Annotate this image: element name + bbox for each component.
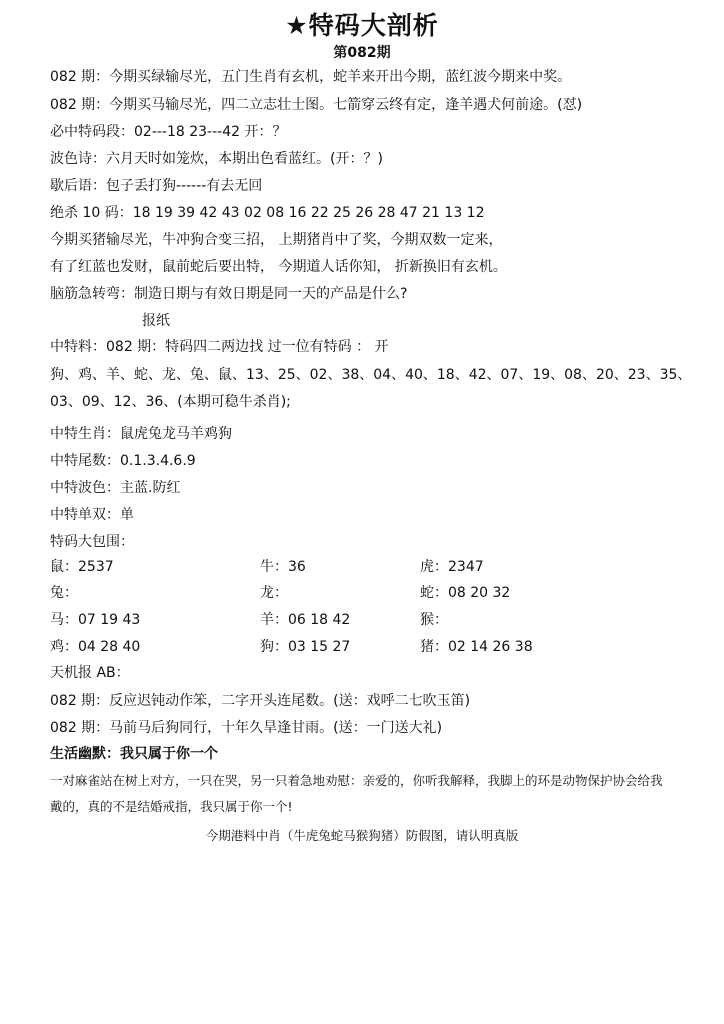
text-line-4: 波色诗：六月天时如笼炊，本期出色看蓝红。(开：？) [50,151,383,167]
text-line-b4: 生活幽默：我只属于你一个 [50,746,218,762]
text-line-3: 必中特码段：02---18 23---42 开：？ [50,124,287,140]
text-line-b2: 082 期：反应迟钝动作笨，二字开头连尾数。(送：戏呼二七吹玉笛) [50,693,471,709]
text-line-1: 082 期：今期买绿输尽光，五门生肖有玄机，蛇羊来开出今期，蓝红波今期来中奖。 [50,69,572,85]
text-line-11: 中特料：082 期：特码四二两边找 过一位有特码 ： 开 [50,339,389,355]
zodiac-cell: 羊：06 18 42 [260,612,351,628]
text-line-17: 中特单双：单 [50,507,134,523]
text-line-6: 绝杀 10 码：18 19 39 42 43 02 08 16 22 25 26 28 47 21 13 12 [50,205,485,221]
page-title: ★特码大剖析 [285,11,439,40]
text-line-9: 脑筋急转弯：制造日期与有效日期是同一天的产品是什么? [50,286,408,302]
text-line-16: 中特波色：主蓝.防红 [50,480,181,496]
issue-number: 第082期 [333,45,391,61]
text-line-14: 中特生肖：鼠虎兔龙马羊鸡狗 [50,426,232,442]
zodiac-cell: 鼠：2537 [50,559,114,575]
text-line-5: 歇后语：包子丢打狗------有去无回 [50,178,263,194]
zodiac-cell: 牛：36 [260,559,306,575]
text-line-b6: 戴的，真的不是结婚戒指，我只属于你一个! [50,799,293,814]
text-line-2: 082 期：今期买马输尽光，四二立志壮士图。七箭穿云终有定，逢羊遇犬何前途。(怼) [50,97,583,113]
text-line-18: 特码大包围： [50,534,134,550]
zodiac-cell: 蛇：08 20 32 [420,585,511,601]
text-line-b1: 天机报 AB： [50,665,130,681]
zodiac-cell: 虎：2347 [420,559,484,575]
footer-note: 今期港料中肖（牛虎兔蛇马猴狗猪）防假图，请认明真版 [205,828,519,843]
text-line-13: 03、09、12、36、(本期可稳牛杀肖); [50,394,291,410]
zodiac-cell: 兔： [50,585,78,601]
text-line-12: 狗、鸡、羊、蛇、龙、兔、鼠、13、25、02、38、04、40、18、42、07、19、08、20、23、35、 [50,367,692,383]
text-line-b5: 一对麻雀站在树上对方，一只在哭，另一只着急地劝慰：亲爱的，你听我解释，我脚上的环是动物保护协会给我 [50,773,663,788]
zodiac-cell: 猪：02 14 26 38 [420,639,533,655]
text-line-10: 报纸 [142,313,170,329]
text-line-7: 今期买猪输尽光，牛冲狗合变三招， 上期猪肖中了奖，今期双数一定来， [50,232,503,248]
zodiac-cell: 龙： [260,585,288,601]
zodiac-cell: 猴： [420,612,448,628]
text-line-15: 中特尾数：0.1.3.4.6.9 [50,453,196,469]
zodiac-cell: 狗：03 15 27 [260,639,351,655]
text-line-b3: 082 期：马前马后狗同行，十年久旱逢甘雨。(送：一门送大礼) [50,720,443,736]
zodiac-cell: 马：07 19 43 [50,612,141,628]
text-line-8: 有了红蓝也发财，鼠前蛇后要出特， 今期道人话你知， 折新换旧有玄机。 [50,259,507,275]
zodiac-cell: 鸡：04 28 40 [50,639,141,655]
